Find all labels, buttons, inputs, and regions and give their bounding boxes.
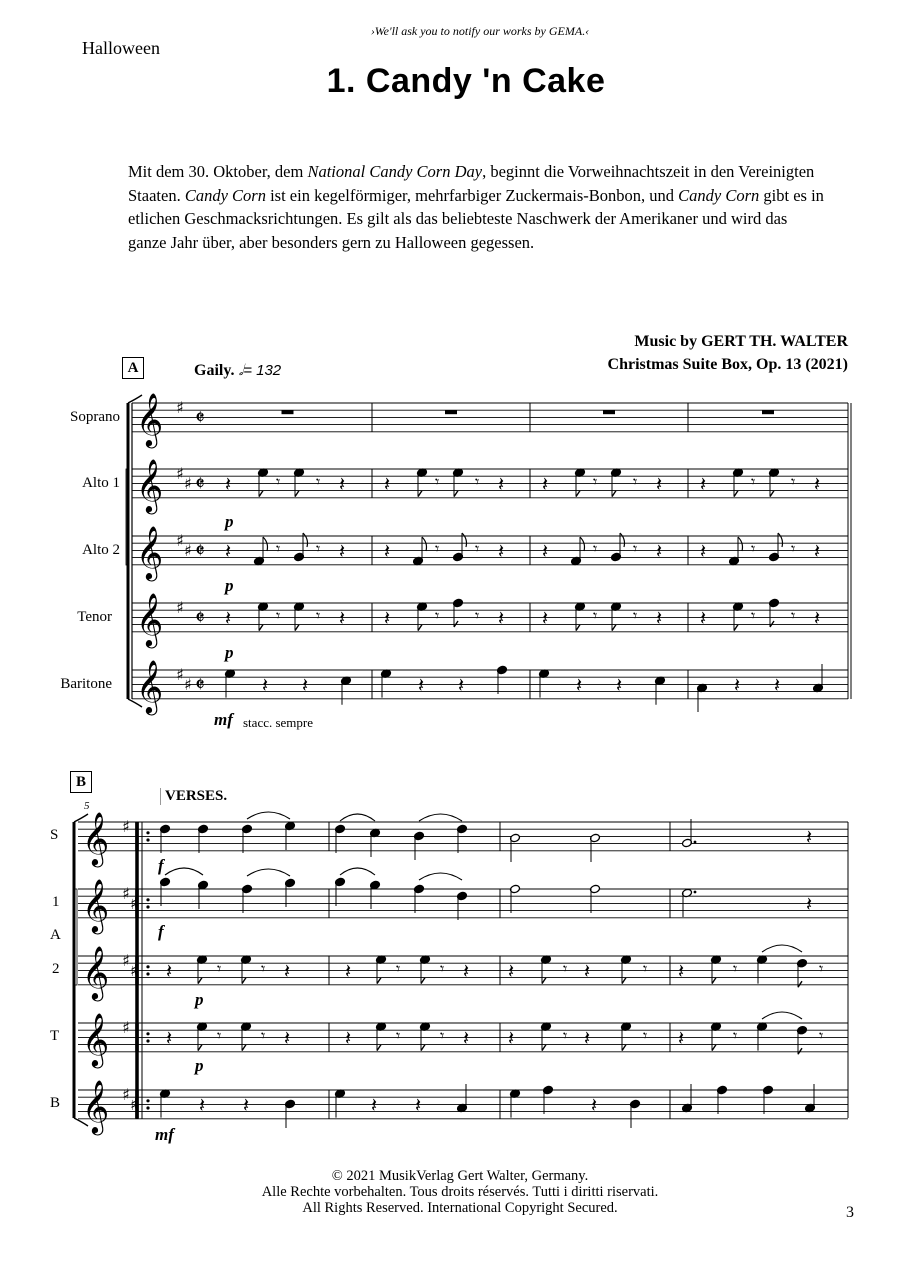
svg-text:𝄽: 𝄽 (345, 959, 352, 983)
svg-text:𝄞: 𝄞 (136, 458, 164, 512)
svg-text:♯: ♯ (184, 474, 192, 493)
svg-text:𝄽: 𝄽 (814, 539, 821, 563)
intro-text: Mit dem 30. Oktober, dem (128, 162, 308, 181)
intro-italic: National Candy Corn Day (307, 162, 483, 181)
work-info: Christmas Suite Box, Op. 13 (2021) (607, 356, 848, 373)
half-note-icon: 𝅗𝅥 (238, 362, 244, 379)
dynamic-marking: p (195, 990, 204, 1009)
instrument-label: 2 (52, 961, 60, 977)
instrument-label: Baritone (60, 676, 112, 692)
svg-text:𝄽: 𝄽 (542, 539, 549, 563)
svg-text:𝄾: 𝄾 (396, 1026, 401, 1045)
svg-text:𝄽: 𝄽 (384, 472, 391, 496)
svg-text:♯: ♯ (176, 531, 184, 550)
svg-text:♯: ♯ (184, 675, 192, 694)
svg-text:♯: ♯ (122, 951, 130, 970)
svg-text:𝄽: 𝄽 (225, 539, 232, 563)
intro-text: ist ein kegelförmiger, mehrfarbiger Zuckermais-Bonbon, und (265, 185, 679, 205)
svg-text:𝄾: 𝄾 (751, 539, 756, 558)
svg-text:𝄵: 𝄵 (195, 539, 205, 564)
page-number: 3 (846, 1204, 854, 1221)
svg-text:𝄾: 𝄾 (733, 1026, 738, 1045)
svg-text:𝄽: 𝄽 (458, 673, 465, 697)
svg-text:𝄞: 𝄞 (82, 1079, 110, 1133)
svg-text:𝄽: 𝄽 (656, 539, 663, 563)
piece-title: 1. Candy 'n Cake (326, 62, 606, 100)
expression-text: stacc. sempre (243, 715, 314, 730)
svg-text:𝄾: 𝄾 (751, 472, 756, 491)
svg-text:𝄾: 𝄾 (751, 606, 756, 625)
dynamic-marking: p (225, 576, 234, 595)
svg-text:𝄞: 𝄞 (136, 392, 164, 446)
svg-text:𝄾: 𝄾 (396, 959, 401, 978)
svg-text:𝄾: 𝄾 (475, 606, 480, 625)
svg-text:𝄾: 𝄾 (633, 539, 638, 558)
collection-title: Halloween (82, 38, 160, 58)
svg-text:𝄽: 𝄽 (734, 673, 741, 697)
svg-text:♯: ♯ (176, 398, 184, 417)
svg-text:𝄾: 𝄾 (791, 606, 796, 625)
instrument-label: Tenor (77, 609, 112, 625)
svg-text:𝄽: 𝄽 (700, 472, 707, 496)
section-label: VERSES. (160, 788, 227, 805)
copyright-footer (0, 1168, 900, 1216)
svg-text:𝄾: 𝄾 (643, 959, 648, 978)
svg-text:𝄾: 𝄾 (316, 539, 321, 558)
svg-text:𝄽: 𝄽 (225, 606, 232, 630)
svg-text:𝄾: 𝄾 (435, 606, 440, 625)
svg-text:𝄞: 𝄞 (136, 525, 164, 579)
svg-text:𝄽: 𝄽 (508, 959, 515, 983)
instrument-label: A (50, 927, 61, 943)
svg-text:𝄽: 𝄽 (498, 472, 505, 496)
instrument-label: Soprano (70, 409, 120, 425)
svg-text:𝄽: 𝄽 (415, 1093, 422, 1117)
instrument-label: S (50, 827, 59, 843)
svg-text:𝄽: 𝄽 (166, 959, 173, 983)
svg-text:𝄽: 𝄽 (199, 1093, 206, 1117)
gema-notice: ›We'll ask you to notify our works by GEMA.‹ (370, 24, 590, 38)
svg-text:𝄾: 𝄾 (440, 959, 445, 978)
svg-text:𝄽: 𝄽 (656, 472, 663, 496)
instrument-label: Alto 2 (82, 542, 120, 558)
svg-text:𝄵: 𝄵 (195, 606, 205, 631)
dynamic-marking: mf (214, 710, 233, 729)
dynamic-marking: f (158, 856, 164, 875)
intro-text: gibt es in etlichen Geschmacksrichtungen. Es gilt als das beliebteste Naschwerk der Amerikaner und wird das ganze Jahr über, aber besonders gern zu Halloween gegessen. (128, 185, 824, 252)
svg-text:♯: ♯ (130, 961, 138, 980)
copyright-line: Alle Rechte vorbehalten. Tous droits réservés. Tutti i diritti riservati. (261, 1184, 659, 1200)
svg-text:𝄾: 𝄾 (217, 959, 222, 978)
svg-text:𝄾: 𝄾 (593, 606, 598, 625)
svg-text:♯: ♯ (122, 1018, 130, 1037)
svg-text:𝄞: 𝄞 (82, 878, 110, 932)
svg-text:𝄽: 𝄽 (371, 1093, 378, 1117)
svg-text:𝄾: 𝄾 (276, 472, 281, 491)
svg-text:♯: ♯ (122, 1085, 130, 1104)
intro-italic: Candy Corn (184, 185, 266, 205)
svg-text:𝄾: 𝄾 (475, 472, 480, 491)
dynamic-marking: mf (155, 1125, 174, 1144)
rehearsal-mark-b: B (70, 771, 92, 793)
svg-text:𝄽: 𝄽 (243, 1093, 250, 1117)
svg-text:𝄽: 𝄽 (418, 673, 425, 697)
svg-text:𝄽: 𝄽 (508, 1026, 515, 1050)
svg-text:𝄾: 𝄾 (593, 472, 598, 491)
svg-text:𝄽: 𝄽 (384, 606, 391, 630)
dynamic-marking: p (195, 1056, 204, 1075)
svg-text:𝄽: 𝄽 (700, 539, 707, 563)
copyright-line: © 2021 MusikVerlag Gert Walter, Germany. (331, 1168, 589, 1184)
svg-text:𝄽: 𝄽 (463, 959, 470, 983)
svg-text:𝄽: 𝄽 (814, 606, 821, 630)
svg-text:♯: ♯ (176, 665, 184, 684)
svg-text:𝄾: 𝄾 (316, 606, 321, 625)
rehearsal-mark-a: A (122, 357, 144, 379)
svg-text:𝄽: 𝄽 (339, 472, 346, 496)
svg-text:𝄽: 𝄽 (806, 892, 813, 916)
svg-text:𝄽: 𝄽 (262, 673, 269, 697)
svg-text:♯: ♯ (130, 1095, 138, 1114)
svg-text:𝄽: 𝄽 (678, 959, 685, 983)
svg-text:𝄽: 𝄽 (384, 539, 391, 563)
instrument-label: B (50, 1095, 61, 1111)
svg-text:𝄾: 𝄾 (435, 539, 440, 558)
instrument-label: 1 (52, 894, 60, 910)
svg-text:𝄽: 𝄽 (774, 673, 781, 697)
svg-text:𝄾: 𝄾 (276, 606, 281, 625)
svg-text:𝄾: 𝄾 (633, 606, 638, 625)
svg-text:𝄽: 𝄽 (498, 606, 505, 630)
intro-italic: Candy Corn (678, 185, 760, 205)
copyright-line: All Rights Reserved. International Copyright Secured. (302, 1200, 618, 1216)
svg-text:𝄾: 𝄾 (593, 539, 598, 558)
svg-text:𝄞: 𝄞 (82, 811, 110, 865)
svg-text:𝄽: 𝄽 (339, 606, 346, 630)
tempo-value: = 132 (243, 362, 282, 379)
tempo-text: Gaily. (194, 362, 235, 379)
svg-text:𝄾: 𝄾 (261, 1026, 266, 1045)
svg-text:𝄽: 𝄽 (591, 1093, 598, 1117)
svg-text:𝄽: 𝄽 (584, 1026, 591, 1050)
svg-text:♯: ♯ (184, 541, 192, 560)
svg-text:♯: ♯ (176, 598, 184, 617)
svg-text:𝄽: 𝄽 (542, 472, 549, 496)
svg-text:𝄾: 𝄾 (733, 959, 738, 978)
svg-text:𝄞: 𝄞 (136, 659, 164, 713)
svg-text:𝄾: 𝄾 (563, 1026, 568, 1045)
composer: Music by GERT TH. WALTER (634, 333, 848, 350)
svg-text:𝄽: 𝄽 (656, 606, 663, 630)
svg-text:𝄽: 𝄽 (700, 606, 707, 630)
svg-text:𝄾: 𝄾 (475, 539, 480, 558)
svg-text:𝄽: 𝄽 (302, 673, 309, 697)
measure-number: 5 (84, 800, 90, 812)
svg-text:𝄽: 𝄽 (584, 959, 591, 983)
svg-text:𝄾: 𝄾 (217, 1026, 222, 1045)
svg-text:𝄞: 𝄞 (82, 1012, 110, 1066)
svg-text:𝄞: 𝄞 (82, 945, 110, 999)
svg-text:𝄾: 𝄾 (633, 472, 638, 491)
svg-text:𝄞: 𝄞 (136, 592, 164, 646)
svg-text:𝄽: 𝄽 (166, 1026, 173, 1050)
svg-text:𝄾: 𝄾 (643, 1026, 648, 1045)
svg-text:𝄽: 𝄽 (616, 673, 623, 697)
svg-text:𝄽: 𝄽 (284, 1026, 291, 1050)
dynamic-marking: p (225, 643, 234, 662)
svg-text:𝄾: 𝄾 (819, 959, 824, 978)
svg-text:♯: ♯ (122, 817, 130, 836)
svg-text:𝄾: 𝄾 (819, 1026, 824, 1045)
dynamic-marking: p (225, 512, 234, 531)
svg-text:𝄽: 𝄽 (498, 539, 505, 563)
intro-text: , beginnt die Vorweihnachtszeit in den Vereinigten Staaten. (128, 162, 815, 205)
svg-text:𝄽: 𝄽 (542, 606, 549, 630)
svg-text:𝄽: 𝄽 (463, 1026, 470, 1050)
svg-text:𝄽: 𝄽 (814, 472, 821, 496)
svg-text:♯: ♯ (130, 894, 138, 913)
svg-text:𝄽: 𝄽 (576, 673, 583, 697)
svg-text:𝄾: 𝄾 (791, 539, 796, 558)
svg-text:♯: ♯ (176, 464, 184, 483)
svg-text:𝄵: 𝄵 (195, 673, 205, 698)
svg-text:𝄾: 𝄾 (791, 472, 796, 491)
svg-text:𝄽: 𝄽 (284, 959, 291, 983)
svg-text:𝄽: 𝄽 (225, 472, 232, 496)
svg-text:𝄽: 𝄽 (339, 539, 346, 563)
svg-text:𝄾: 𝄾 (435, 472, 440, 491)
instrument-label: T (50, 1028, 60, 1044)
svg-text:𝄾: 𝄾 (316, 472, 321, 491)
svg-text:𝄾: 𝄾 (440, 1026, 445, 1045)
svg-text:𝄽: 𝄽 (678, 1026, 685, 1050)
svg-text:𝄵: 𝄵 (195, 472, 205, 497)
svg-text:𝄾: 𝄾 (261, 959, 266, 978)
svg-text:𝄾: 𝄾 (276, 539, 281, 558)
svg-text:𝄾: 𝄾 (563, 959, 568, 978)
svg-text:𝄽: 𝄽 (345, 1026, 352, 1050)
svg-text:♯: ♯ (122, 884, 130, 903)
svg-text:𝄽: 𝄽 (806, 825, 813, 849)
svg-text:𝄵: 𝄵 (195, 406, 205, 431)
instrument-label: Alto 1 (82, 475, 120, 491)
dynamic-marking: f (158, 922, 164, 941)
